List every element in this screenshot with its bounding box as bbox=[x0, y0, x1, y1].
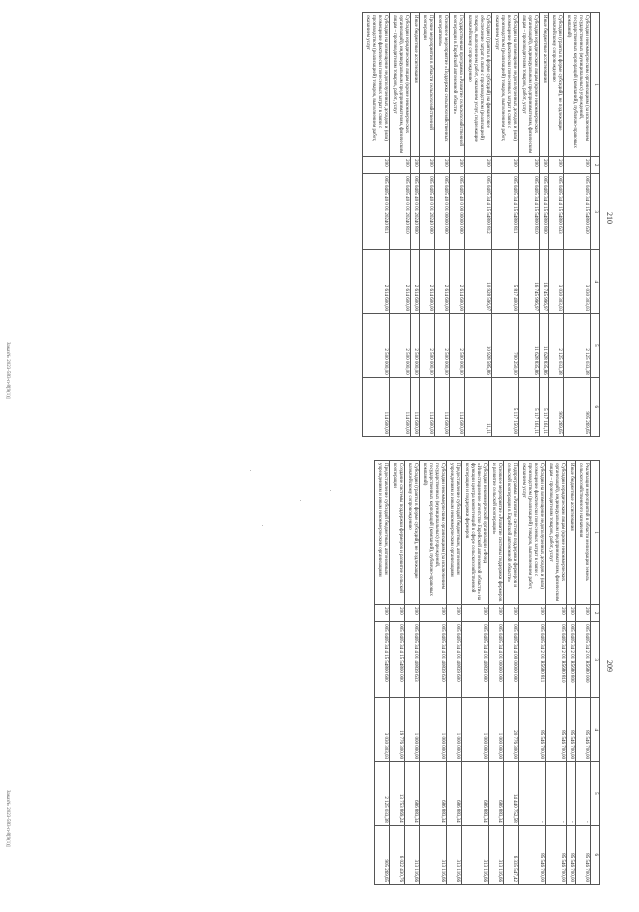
cell-name: Субсидии (гранты в форме субсидий), не подлежащие казначейскому сопровождению bbox=[549, 13, 564, 157]
cell-name: Субсидии юридическим лицам (кроме некоммерческих организаций), индивидуальным предпринимателям, физическим лицам – производителям товаров, работ, услуг bbox=[390, 13, 411, 157]
cell-c5: 2 500 000,00 bbox=[435, 314, 450, 378]
table-row bbox=[465, 13, 492, 437]
cell-name: Иные бюджетные ассигнования bbox=[411, 13, 420, 157]
cell-c4: 19 776 300,00 bbox=[390, 698, 405, 762]
table-row bbox=[489, 461, 504, 885]
cell-c2: 200 bbox=[420, 605, 447, 622]
table-row bbox=[390, 13, 411, 437]
cell-c2: 200 bbox=[567, 605, 576, 622]
cell-name: Создание системы поддержки фермеров и развитие сельской кооперации bbox=[390, 461, 405, 605]
cell-c4: 3 030 303,03 bbox=[564, 250, 591, 314]
cell-c5: 2 125 033,38 bbox=[549, 314, 564, 378]
column-header: 2 bbox=[591, 605, 600, 622]
cell-c3: 005 0405 34 4 15 54800 800 bbox=[540, 174, 549, 250]
cell-c6: 905 269,65 bbox=[564, 377, 591, 436]
cell-c5: 686 883,34 bbox=[420, 762, 447, 826]
budget-table bbox=[362, 12, 600, 437]
table-row bbox=[492, 13, 519, 437]
cell-c2: 200 bbox=[540, 157, 549, 174]
page-number: 210 bbox=[605, 212, 614, 224]
cell-c3: 005 0405 40 0 01 20240 811 bbox=[363, 174, 390, 250]
cell-c3: 005 0405 40 0 01 20240 000 bbox=[420, 174, 435, 250]
cell-c2: 200 bbox=[489, 605, 504, 622]
cell-c4: 85 546 700,00 bbox=[576, 698, 591, 762]
cell-name: Предоставление субсидий бюджетным, автономным учреждениям и иным некоммерческим организациям bbox=[375, 461, 390, 605]
cell-name: Прочие мероприятия в области сельскохозяйственной кооперации bbox=[420, 13, 435, 157]
cell-c3: 005 0405 34 2 01 R5680 811 bbox=[519, 622, 546, 698]
cell-c6: 313 116,66 bbox=[462, 825, 489, 884]
cell-name: Реализация мероприятий в области мелиорации земель сельскохозяйственного назначения bbox=[576, 461, 591, 605]
column-header: 5 bbox=[591, 314, 600, 378]
header-row bbox=[591, 13, 600, 437]
cell-c3: 005 0405 34 4 15 54800 630 bbox=[564, 174, 591, 250]
cell-c4: 20 776 300,00 bbox=[504, 698, 519, 762]
cell-c4: 16 745 996,97 bbox=[519, 250, 540, 314]
cell-name: Субсидии на возмещение недополученных доходов и (или) возмещение фактически понесенных затрат в связи с производством (реализацией) товаров, выполнением работ, оказанием услуг bbox=[519, 461, 546, 605]
cell-c3: 005 0405 34 4 00 00000 000 bbox=[504, 622, 519, 698]
table-row bbox=[363, 13, 390, 437]
cell-c6: 5 117 161,11 bbox=[519, 377, 540, 436]
column-header: 5 bbox=[591, 762, 600, 826]
column-header: 6 bbox=[591, 825, 600, 884]
cell-c6: 114 600,00 bbox=[363, 377, 390, 436]
cell-c6: 114 600,00 bbox=[435, 377, 450, 436]
cell-c6: 905 269,65 bbox=[375, 825, 390, 884]
cell-c6: 85 546 700,00 bbox=[519, 825, 546, 884]
cell-name: Подпрограмма «Развитие системы поддержки фермеров и сельской кооперации в Еврейской автономной области» bbox=[504, 461, 519, 605]
cell-c3: 005 0405 40 0 01 20240 810 bbox=[390, 174, 411, 250]
page-footer: Заказ№ 2023-583-п-8[9(1)] bbox=[5, 790, 10, 847]
cell-c3: 005 0405 34 4 01 40839 630 bbox=[420, 622, 447, 698]
cell-c6: 5 117 161,11 bbox=[540, 377, 549, 436]
cell-c5: 686 883,34 bbox=[462, 762, 489, 826]
table-row bbox=[519, 461, 546, 885]
cell-c5: 10 928 585,86 bbox=[465, 314, 492, 378]
cell-c2: 200 bbox=[546, 605, 567, 622]
cell-name: Основное мероприятие «Развитие системы поддержки фермеров и развитие сельской кооперации» bbox=[489, 461, 504, 605]
cell-c3: 005 0405 40 0 01 00000 000 bbox=[435, 174, 450, 250]
cell-c5: 2 500 000,00 bbox=[420, 314, 435, 378]
cell-c3: 005 0405 34 4 01 00000 000 bbox=[489, 622, 504, 698]
cell-c4: 1 000 000,00 bbox=[447, 698, 462, 762]
cell-c2: 200 bbox=[462, 605, 489, 622]
cell-c6: 313 116,66 bbox=[489, 825, 504, 884]
cell-c2: 200 bbox=[504, 605, 519, 622]
page-209 bbox=[0, 452, 639, 904]
scan-speck bbox=[262, 525, 263, 526]
table-row bbox=[504, 461, 519, 885]
scan-speck bbox=[330, 490, 331, 491]
page-209-frame bbox=[0, 460, 614, 912]
cell-c2: 200 bbox=[519, 605, 546, 622]
table-row bbox=[420, 461, 447, 885]
cell-name: Субсидии (гранты в форме субсидий) на финансовое обеспечение затрат в связи с производством (реализацией) товаров, выполнением работ, оказанием услуг, подлежащие казначейскому сопровождению bbox=[465, 13, 492, 157]
table-row bbox=[405, 461, 420, 885]
cell-c4: 85 546 700,00 bbox=[546, 698, 567, 762]
cell-c5: 2 500 000,00 bbox=[363, 314, 390, 378]
page-210 bbox=[0, 0, 639, 452]
column-header: 2 bbox=[591, 157, 600, 174]
cell-c4: 2 614 600,00 bbox=[390, 250, 411, 314]
cell-c2: 200 bbox=[390, 605, 405, 622]
cell-c5: 11 628 835,86 bbox=[519, 314, 540, 378]
cell-c6: 5 117 150,00 bbox=[492, 377, 519, 436]
cell-c2: 200 bbox=[492, 157, 519, 174]
cell-c3: 005 0405 34 2 01 R5680 800 bbox=[567, 622, 576, 698]
cell-name: Государственная программа «Развитие сельскохозяйственной кооперации в Еврейской автономной области» bbox=[450, 13, 465, 157]
cell-c6: 905 269,65 bbox=[549, 377, 564, 436]
column-header: 1 bbox=[591, 13, 600, 157]
cell-c3: 005 0405 34 4 01 40839 000 bbox=[462, 622, 489, 698]
cell-name: Основное мероприятие «Поддержка сельскохозяйственных кооперативов» bbox=[435, 13, 450, 157]
cell-c6: 6 335 547,42 bbox=[504, 825, 519, 884]
cell-c4: 85 546 700,00 bbox=[567, 698, 576, 762]
cell-c3: 005 0405 34 4 15 54800 812 bbox=[465, 174, 492, 250]
cell-c6: 6 022 430,76 bbox=[390, 825, 405, 884]
cell-name: Субсидии некоммерческим организациям (за исключением государственных (муниципальных) учреждений, государственных корпораций (компаний), публично-правовых компаний) bbox=[564, 13, 591, 157]
cell-c3: 005 0405 34 4 15 54800 633 bbox=[549, 174, 564, 250]
cell-name: Субсидии юридическим лицам (кроме некоммерческих организаций), индивидуальным предпринимателям, физическим лицам – производителям товаров, работ, услуг bbox=[546, 461, 567, 605]
table-row bbox=[447, 461, 462, 885]
table-row bbox=[411, 13, 420, 437]
cell-c4: 2 614 600,00 bbox=[435, 250, 450, 314]
cell-c6: 85 546 700,00 bbox=[546, 825, 567, 884]
cell-c2: 200 bbox=[549, 157, 564, 174]
table-row bbox=[462, 461, 489, 885]
column-header: 3 bbox=[591, 622, 600, 698]
scan-speck bbox=[250, 470, 251, 471]
cell-name: Иные бюджетные ассигнования bbox=[567, 461, 576, 605]
cell-c2: 200 bbox=[405, 605, 420, 622]
cell-c2: 200 bbox=[465, 157, 492, 174]
cell-c4: 85 546 700,00 bbox=[519, 698, 546, 762]
table-row bbox=[546, 461, 567, 885]
cell-c3: 005 0405 34 4 01 40839 600 bbox=[447, 622, 462, 698]
cell-c5: 686 883,34 bbox=[405, 762, 420, 826]
column-header: 4 bbox=[591, 698, 600, 762]
page-footer: Заказ№ 2023-583-п-8[9(1)] bbox=[5, 342, 10, 399]
cell-c4: 16 745 996,97 bbox=[540, 250, 549, 314]
cell-name: Субсидия некоммерческой организации «Фонд «Инвестиционное агентство Еврейской автономной области» на функции центра компетенций в сфере сельскохозяйственной кооперации и поддержки фермеров bbox=[462, 461, 489, 605]
cell-c3: 005 0405 34 4 15 54800 811 bbox=[492, 174, 519, 250]
cell-c4: 2 614 600,00 bbox=[450, 250, 465, 314]
cell-c6: 313 116,66 bbox=[405, 825, 420, 884]
cell-c3: 005 0405 40 0 00 00000 000 bbox=[450, 174, 465, 250]
cell-c4: 3 030 303,03 bbox=[375, 698, 390, 762]
cell-c5: 13 753 869,24 bbox=[390, 762, 405, 826]
cell-c4: 1 000 000,00 bbox=[420, 698, 447, 762]
column-header: 6 bbox=[591, 377, 600, 436]
cell-c5: - bbox=[576, 762, 591, 826]
cell-c3: 005 0405 34 4 01 40839 633 bbox=[405, 622, 420, 698]
cell-c3: 005 0405 34 4 15 54800 810 bbox=[519, 174, 540, 250]
cell-c2: 200 bbox=[390, 157, 411, 174]
cell-c3: 005 0405 40 0 01 20240 800 bbox=[411, 174, 420, 250]
cell-c2: 200 bbox=[363, 157, 390, 174]
scan-speck bbox=[300, 500, 301, 501]
cell-c5: 2 500 000,00 bbox=[450, 314, 465, 378]
cell-name: Субсидии (гранты в форме субсидий), не подлежащие казначейскому сопровождению bbox=[405, 461, 420, 605]
table-row bbox=[420, 13, 435, 437]
table-row bbox=[540, 13, 549, 437]
column-header: 4 bbox=[591, 250, 600, 314]
table-row bbox=[564, 13, 591, 437]
cell-c4: 2 614 600,00 bbox=[411, 250, 420, 314]
cell-c2: 200 bbox=[564, 157, 591, 174]
cell-c5: 2 500 000,00 bbox=[411, 314, 420, 378]
cell-c3: 005 0405 34 4 15 54800 600 bbox=[375, 622, 390, 698]
budget-table bbox=[374, 460, 600, 885]
table-row bbox=[576, 461, 591, 885]
table-row bbox=[375, 461, 390, 885]
cell-c5: 14 440 752,58 bbox=[504, 762, 519, 826]
column-header: 3 bbox=[591, 174, 600, 250]
cell-c6: 114 600,00 bbox=[450, 377, 465, 436]
cell-name: Иные бюджетные ассигнования bbox=[540, 13, 549, 157]
column-header: 1 bbox=[591, 461, 600, 605]
table-row bbox=[567, 461, 576, 885]
cell-c4: 2 614 600,00 bbox=[420, 250, 435, 314]
cell-c2: 200 bbox=[375, 605, 390, 622]
cell-c5: 11 628 835,86 bbox=[540, 314, 549, 378]
cell-c3: 005 0405 34 4 15 54800 000 bbox=[390, 622, 405, 698]
cell-c3: 005 0405 34 2 01 R5680 810 bbox=[546, 622, 567, 698]
cell-c2: 200 bbox=[519, 157, 540, 174]
cell-name: Предоставление субсидий бюджетным, автономным учреждениям и иным некоммерческим организациям bbox=[447, 461, 462, 605]
cell-c2: 200 bbox=[420, 157, 435, 174]
cell-c2: 200 bbox=[576, 605, 591, 622]
cell-c6: 114 600,00 bbox=[420, 377, 435, 436]
cell-c2: 200 bbox=[450, 157, 465, 174]
cell-c6: 114 600,00 bbox=[390, 377, 411, 436]
table-row bbox=[519, 13, 540, 437]
cell-c4: 3 030 303,03 bbox=[549, 250, 564, 314]
cell-c6: 11,11 bbox=[465, 377, 492, 436]
cell-c4: 2 614 600,00 bbox=[363, 250, 390, 314]
cell-c5: 2 500 000,00 bbox=[390, 314, 411, 378]
cell-c5: - bbox=[567, 762, 576, 826]
cell-name: Субсидии юридическим лицам (кроме некоммерческих организаций), индивидуальным предпринимателям, физическим лицам – производителям товаров, работ, услуг bbox=[519, 13, 540, 157]
page-210-frame bbox=[0, 12, 614, 464]
table-row bbox=[450, 13, 465, 437]
cell-c3: 005 0405 34 2 01 R5680 000 bbox=[576, 622, 591, 698]
table-row bbox=[390, 461, 405, 885]
cell-c6: 313 116,66 bbox=[447, 825, 462, 884]
cell-c2: 200 bbox=[435, 157, 450, 174]
cell-c4: 10 928 596,97 bbox=[465, 250, 492, 314]
table-row bbox=[549, 13, 564, 437]
cell-name: Субсидии на возмещение недополученных доходов и (или) возмещение фактически понесенных затрат в связи с производством (реализацией) товаров, выполнением работ, оказанием услуг bbox=[363, 13, 390, 157]
cell-name: Субсидии некоммерческим организациям (за исключением государственных (муниципальных) учреждений, государственных корпораций (компаний), публично-правовых компаний) bbox=[420, 461, 447, 605]
cell-c5: 686 883,34 bbox=[489, 762, 504, 826]
cell-c4: 1 000 000,00 bbox=[489, 698, 504, 762]
cell-c2: 200 bbox=[411, 157, 420, 174]
cell-c6: 85 546 700,00 bbox=[567, 825, 576, 884]
cell-c5: - bbox=[546, 762, 567, 826]
cell-c6: 85 546 700,00 bbox=[576, 825, 591, 884]
cell-c6: 313 116,66 bbox=[420, 825, 447, 884]
cell-c6: 114 600,00 bbox=[411, 377, 420, 436]
page-number: 209 bbox=[605, 660, 614, 672]
cell-c4: 1 000 000,00 bbox=[462, 698, 489, 762]
table-row bbox=[435, 13, 450, 437]
cell-name: Субсидии на возмещение недополученных доходов и (или) возмещение фактически понесенных затрат в связи с производством (реализацией) товаров, выполнением работ, оказанием услуг bbox=[492, 13, 519, 157]
cell-c4: 1 000 000,00 bbox=[405, 698, 420, 762]
cell-c2: 200 bbox=[447, 605, 462, 622]
header-row bbox=[591, 461, 600, 885]
cell-c5: - bbox=[519, 762, 546, 826]
cell-c5: 686 883,34 bbox=[447, 762, 462, 826]
cell-c4: 5 817 400,00 bbox=[492, 250, 519, 314]
cell-c5: 2 125 033,38 bbox=[564, 314, 591, 378]
cell-c5: 2 125 033,38 bbox=[375, 762, 390, 826]
cell-c5: 700 250,00 bbox=[492, 314, 519, 378]
